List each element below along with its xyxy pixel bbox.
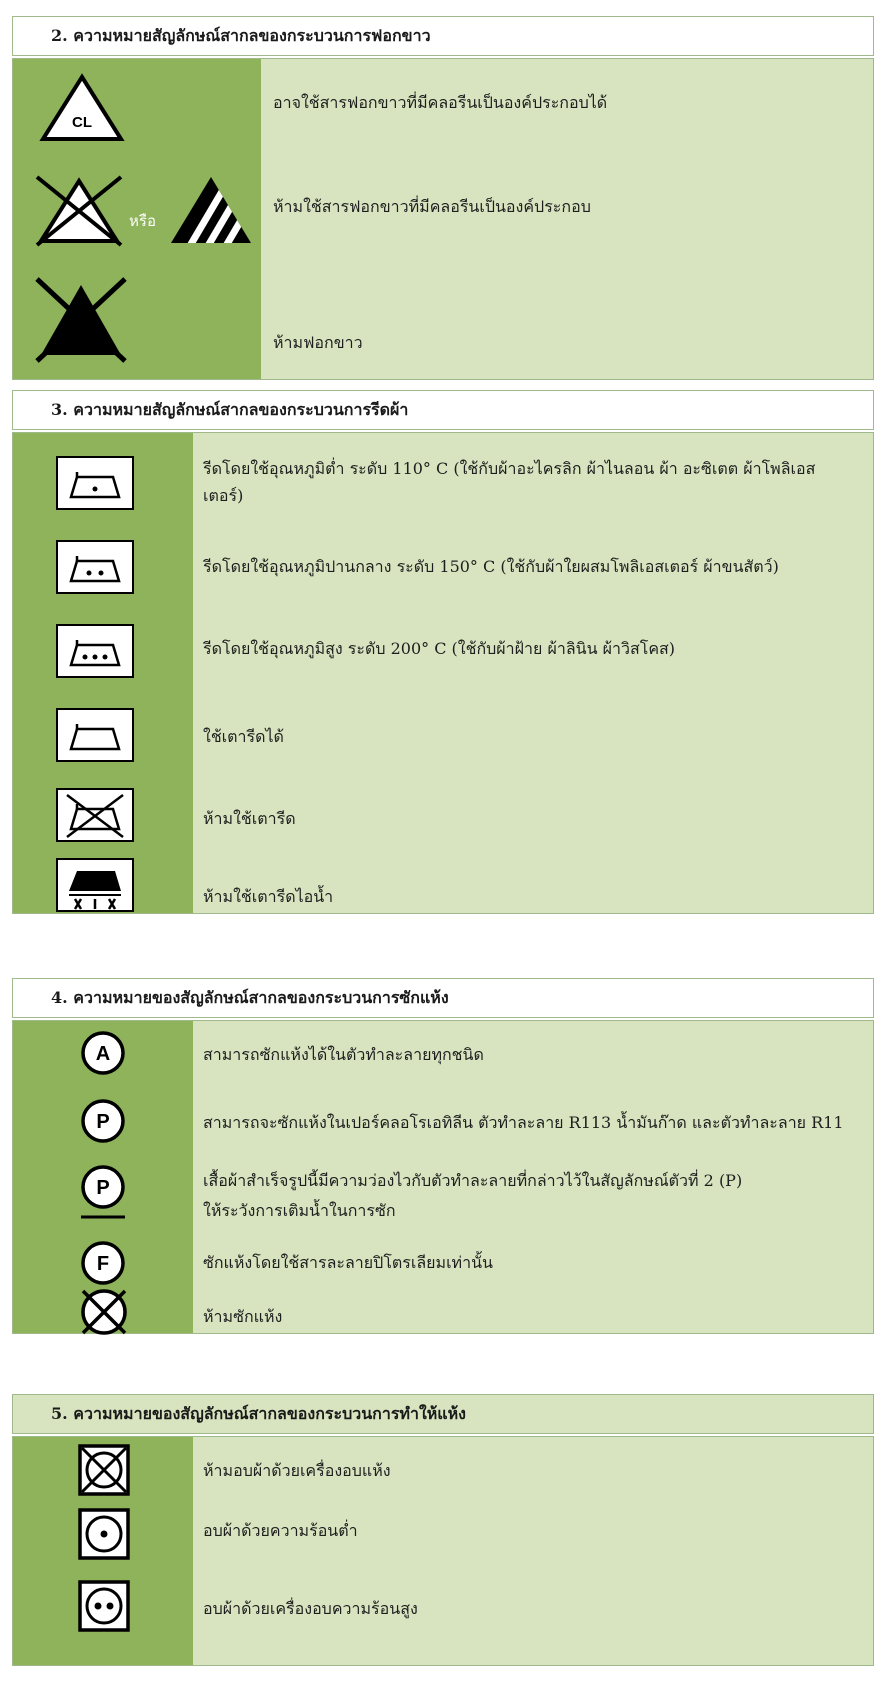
striped-triangle-icon — [167, 173, 255, 247]
section-body — [12, 58, 874, 380]
section-dry-cleaning — [12, 978, 874, 1334]
iron-high-icon — [55, 623, 135, 679]
svg-text:A: A — [95, 1043, 111, 1065]
row-text: ห้ามใช้เตารีดไอน้ำ — [203, 887, 334, 906]
section-header — [12, 1394, 874, 1434]
svg-text:CL: CL — [72, 114, 92, 131]
row-text: รีดโดยใช้อุณหภูมิต่ำ ระดับ 110° C (ใช้กับผ้าอะไครลิก ผ้าไนลอน ผ้า อะซิเตต ผ้าโพลิเอสเตอร์) — [203, 459, 816, 505]
section-bleaching — [12, 16, 874, 380]
do-not-dryclean-icon — [77, 1285, 131, 1339]
dryclean-a-icon — [79, 1029, 127, 1077]
bleach-cl-triangle-icon — [39, 73, 125, 143]
svg-text:P: P — [96, 1177, 110, 1199]
row-text: ซักแห้งโดยใช้สารละลายปิโตรเลียมเท่านั้น — [203, 1253, 493, 1272]
section-body — [12, 432, 874, 914]
section-title: 2. ความหมายสัญลักษณ์สากลของกระบวนการฟอกขาว — [51, 26, 431, 45]
row-text: ห้ามฟอกขาว — [273, 333, 363, 352]
iron-icon — [55, 707, 135, 763]
list-item — [13, 59, 873, 159]
row-text: รีดโดยใช้อุณหภูมิสูง ระดับ 200° C (ใช้กับผ้าฝ้าย ผ้าลินิน ผ้าวิสโคส) — [203, 639, 676, 658]
section-header — [12, 390, 874, 430]
row-text: สามารถซักแห้งได้ในตัวทำละลายทุกชนิด — [203, 1045, 484, 1064]
do-not-iron-icon — [55, 787, 135, 843]
tumble-dry-high-icon — [77, 1579, 131, 1633]
dryclean-p-gentle-icon — [79, 1163, 127, 1223]
section-ironing — [12, 390, 874, 914]
row-text: สามารถจะซักแห้งในเปอร์คลอโรเอทิลีน ตัวทำละลาย R113 น้ำมันก๊าด และตัวทำละลาย R11 — [203, 1113, 844, 1132]
section-header — [12, 978, 874, 1018]
iron-medium-icon — [55, 539, 135, 595]
section-title: 4. ความหมายของสัญลักษณ์สากลของกระบวนการซักแห้ง — [51, 988, 449, 1007]
list-item — [13, 159, 873, 271]
iron-low-icon — [55, 455, 135, 511]
section-body — [12, 1436, 874, 1666]
no-steam-icon — [55, 857, 135, 913]
row-text: ห้ามใช้เตารีด — [203, 809, 296, 828]
no-chlorine-bleach-icon — [31, 173, 127, 249]
row-text: ห้ามอบผ้าด้วยเครื่องอบแห้ง — [203, 1461, 391, 1480]
row-text: อบผ้าด้วยเครื่องอบความร้อนสูง — [203, 1599, 418, 1618]
do-not-tumble-dry-icon — [77, 1443, 131, 1497]
list-item — [13, 271, 873, 379]
svg-text:P: P — [96, 1111, 110, 1133]
row-text: รีดโดยใช้อุณหภูมิปานกลาง ระดับ 150° C (ใช้กับผ้าใยผสมโพลิเอสเตอร์ ผ้าขนสัตว์) — [203, 557, 779, 576]
section-body — [12, 1020, 874, 1334]
section-title: 3. ความหมายสัญลักษณ์สากลของกระบวนการรีดผ้า — [51, 400, 409, 419]
tumble-dry-low-icon — [77, 1507, 131, 1561]
row-text: ใช้เตารีดได้ — [203, 727, 284, 746]
dryclean-f-icon — [79, 1239, 127, 1287]
or-label: หรือ — [129, 212, 156, 230]
row-text-note: ให้ระวังการเติมน้ำในการซัก — [203, 1201, 396, 1220]
row-text: ห้ามใช้สารฟอกขาวที่มีคลอรีนเป็นองค์ประกอบ — [273, 197, 591, 216]
dryclean-p-icon — [79, 1097, 127, 1145]
section-header — [12, 16, 874, 56]
section-drying — [12, 1394, 874, 1666]
section-title: 5. ความหมายของสัญลักษณ์สากลของกระบวนการทำให้แห้ง — [51, 1404, 466, 1423]
do-not-bleach-icon — [31, 275, 131, 367]
svg-text:F: F — [96, 1253, 110, 1275]
row-text: อบผ้าด้วยความร้อนต่ำ — [203, 1521, 358, 1540]
row-text: เสื้อผ้าสำเร็จรูปนี้มีความว่องไวกับตัวทำละลายที่กล่าวไว้ในสัญลักษณ์ตัวที่ 2 (P) — [203, 1171, 743, 1190]
row-text: ห้ามซักแห้ง — [203, 1307, 283, 1326]
row-text: อาจใช้สารฟอกขาวที่มีคลอรีนเป็นองค์ประกอบได้ — [273, 93, 608, 112]
